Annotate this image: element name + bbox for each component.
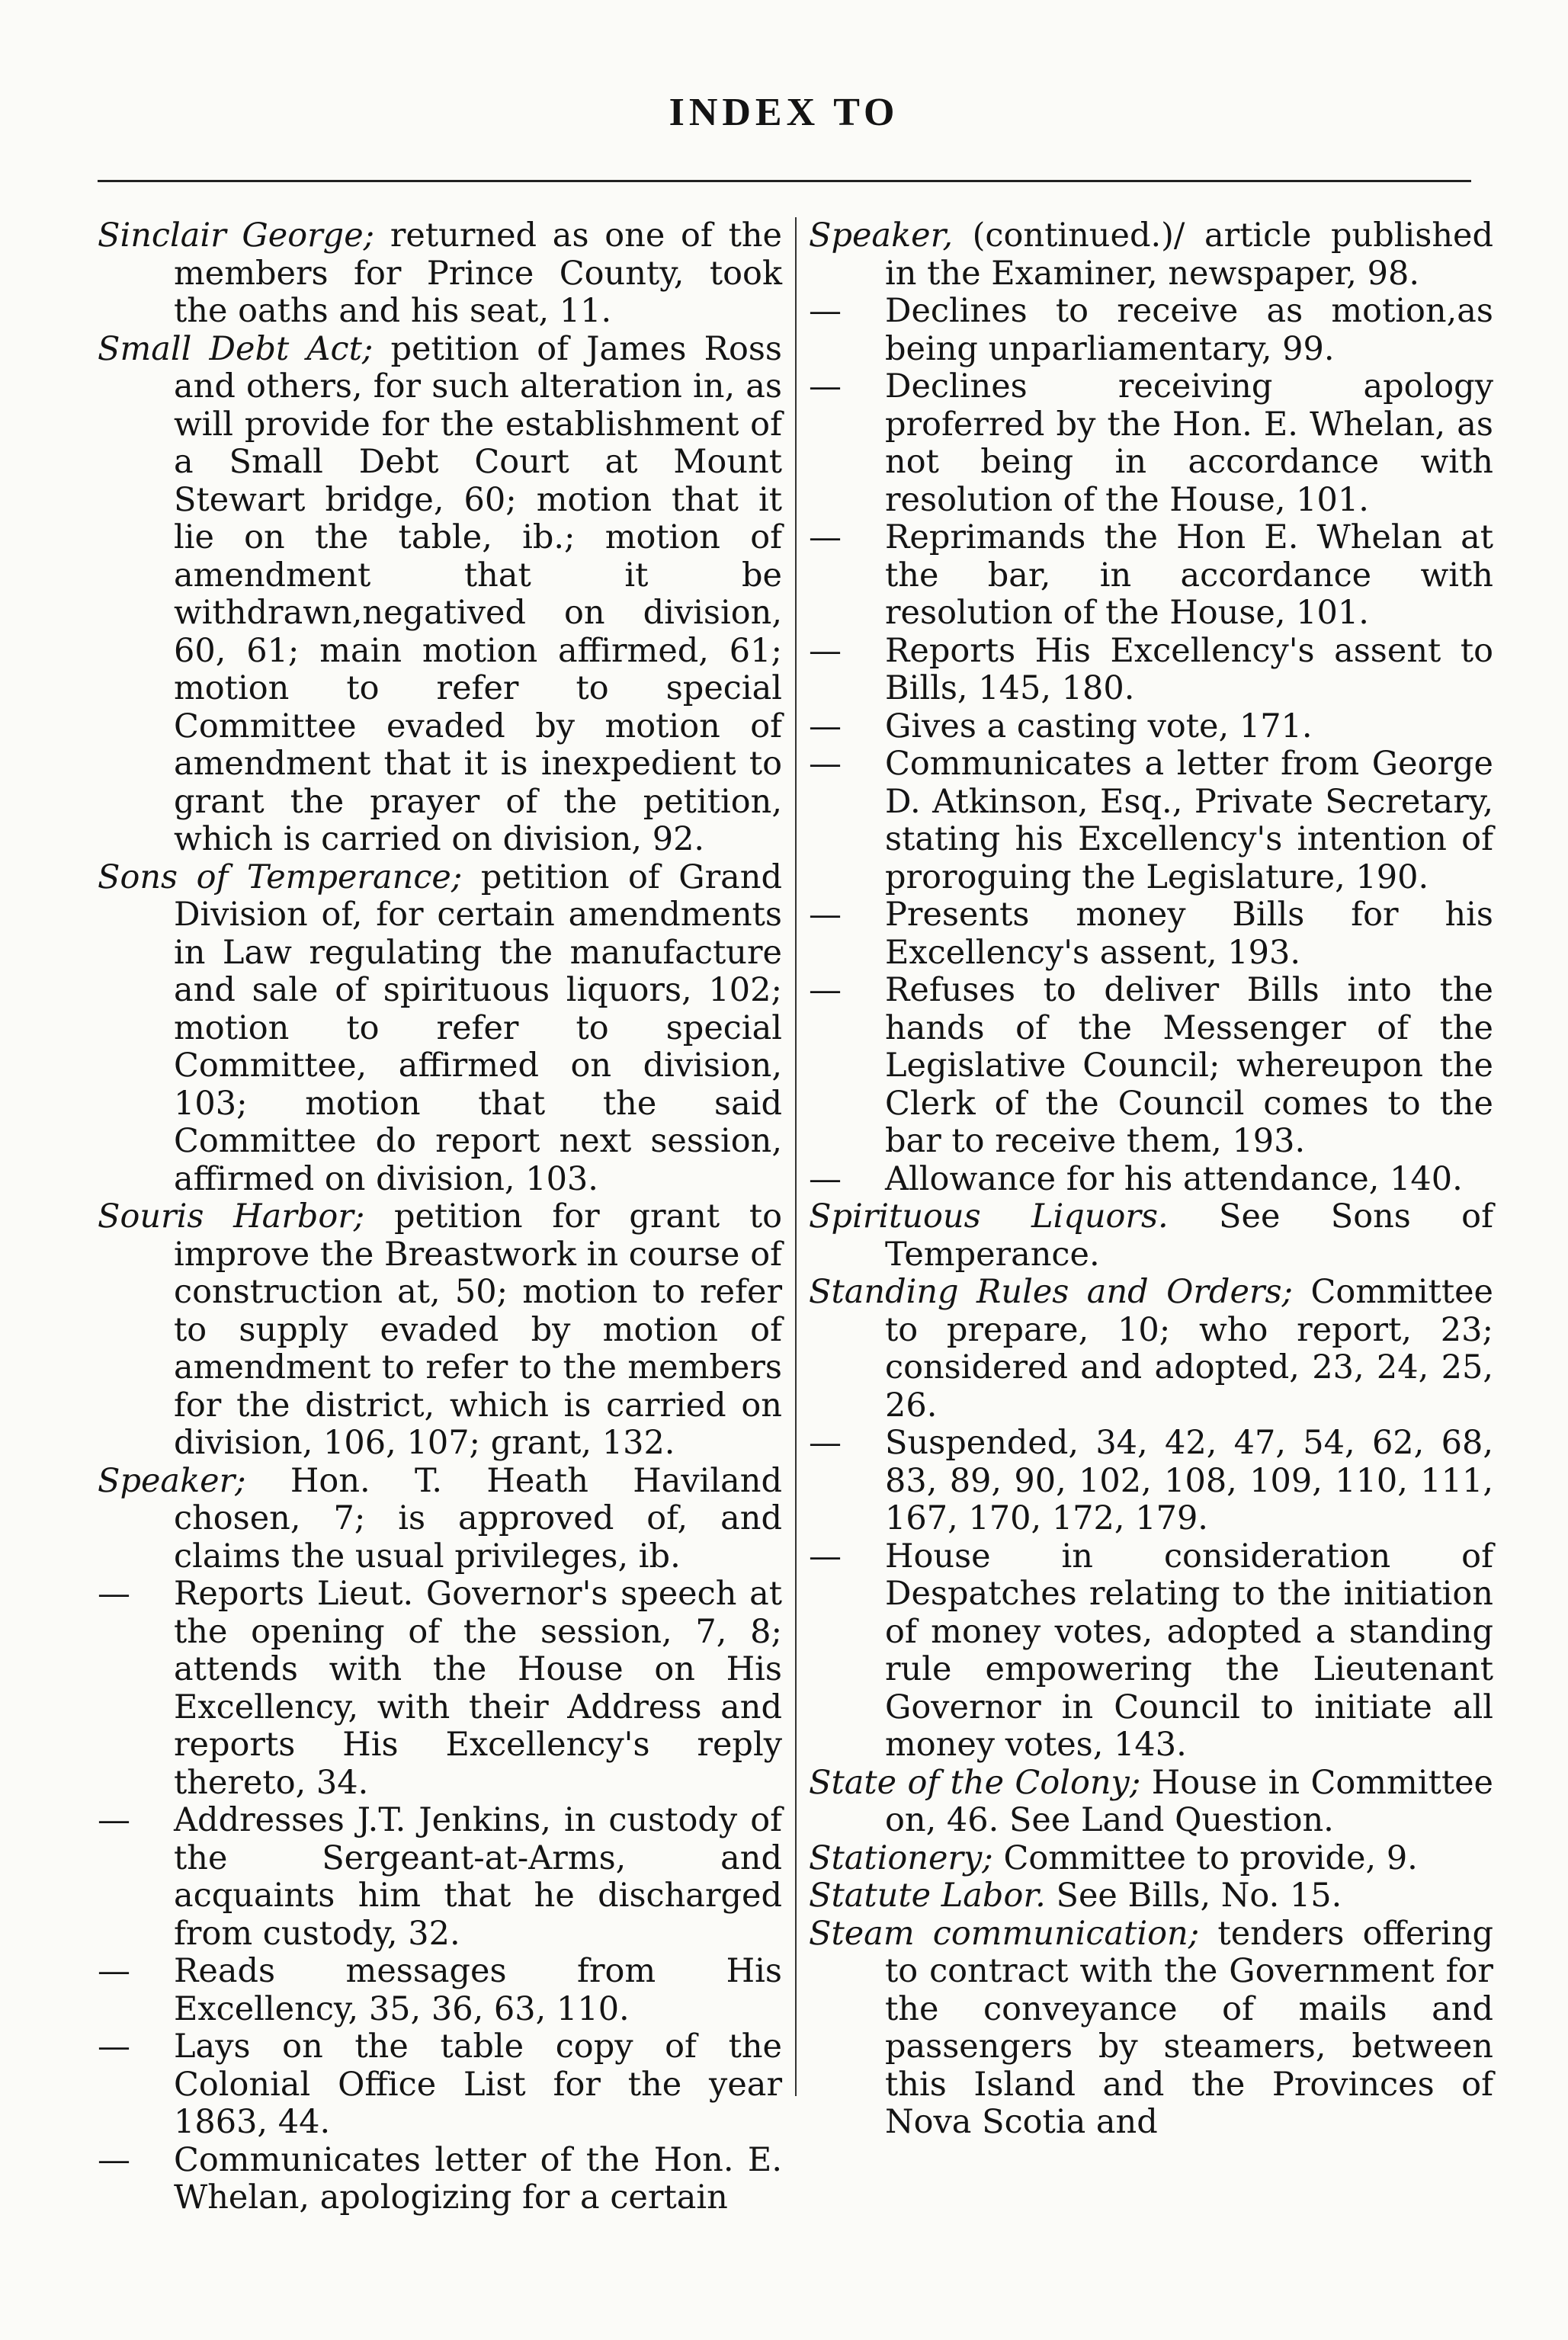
entry-text: tenders offering to contract with the Government for the conveyance of mails and passengers by steamers, between this Island and the Provinces of Nova Scotia and [885, 1914, 1494, 2141]
subentry-text: Addresses J.T. Jenkins, in custody of the Sergeant-at-Arms, and acquaints him that he discharged from custody, 32. [174, 1801, 782, 1953]
index-entry [809, 217, 1493, 293]
entry-text: Committee to provide, 9. [992, 1838, 1418, 1877]
entry-text: petition of Grand Division of, for certain amendments in Law regulating the manufacture and sale of spirituous liquors, 102; motion to refer to special Committee, affirmed on division, 103; motion that the said Committee do report next session, affirmed on division, 103. [174, 857, 782, 1198]
subentry-dash: — [809, 1159, 842, 1198]
subentry-dash: — [809, 896, 842, 934]
entry-heading: State of the Colony; [809, 1763, 1141, 1802]
entry-heading: Spirituous Liquors. [809, 1197, 1169, 1236]
index-subentry [809, 519, 1493, 633]
index-subentry [809, 896, 1493, 972]
index-subentry [809, 368, 1493, 519]
subentry-text: Communicates a letter from George D. Atkinson, Esq., Private Secretary, stating his Excellency's intention of proroguing the Legislature, 190. [885, 745, 1493, 896]
subentry-dash: — [98, 2027, 130, 2066]
subentry-text: Communicates letter of the Hon. E. Whelan, apologizing for a certain [174, 2140, 782, 2217]
subentry-text: Suspended, 34, 42, 47, 54, 62, 68, 83, 89, 90, 102, 108, 109, 110, 111, 167, 170, 172, 179. [885, 1424, 1493, 1537]
index-subentry [98, 2142, 782, 2217]
entry-heading: Sinclair George; [98, 216, 375, 255]
entry-heading: Speaker; [98, 1461, 246, 1500]
entry-text: petition of James Ross and others, for such alteration in, as will provide for the establishment of a Small Debt Court at Mount Stewart bridge, 60; motion that it lie on the table, ib.; motion of amendment that it be withdrawn,negatived on division, 60, 61; main motion affirmed, 61; motion to refer to special Committee evaded by motion of amendment that it is inexpedient to grant the prayer of the petition, which is carried on division, 92. [174, 329, 782, 858]
index-entry [98, 1463, 782, 1576]
entry-heading: Stationery; [809, 1838, 993, 1877]
subentry-dash: — [98, 1801, 130, 1839]
entry-heading: Souris Harbor; [98, 1197, 365, 1236]
entry-text: returned as one of the members for Prince County, took the oaths and his seat, 11. [174, 216, 782, 330]
subentry-dash: — [98, 1952, 130, 1990]
subentry-dash: — [809, 292, 842, 330]
subentry-dash: — [98, 2140, 130, 2179]
index-subentry [809, 1425, 1493, 1538]
entry-text: House in Committee on, 46. See Land Question. [885, 1763, 1494, 1839]
entry-heading: Standing Rules and Orders; [809, 1273, 1293, 1311]
page-header: INDEX TO [669, 91, 899, 134]
right-column [809, 217, 1493, 2142]
entry-text: petition for grant to improve the Breastwork in course of construction at, 50; motion to refer to supply evaded by motion of amendment to refer to the members for the district, which is carried on division, 106, 107; grant, 132. [174, 1197, 782, 1462]
index-subentry [809, 1161, 1493, 1199]
subentry-dash: — [809, 745, 842, 783]
entry-text: Hon. T. Heath Haviland chosen, 7; is approved of, and claims the usual privileges, ib. [174, 1461, 782, 1575]
subentry-text: Reports His Excellency's assent to Bills, 145, 180. [885, 631, 1493, 707]
subentry-dash: — [98, 1575, 130, 1613]
subentry-dash: — [809, 1537, 842, 1575]
entry-text: See Sons of Temperance. [885, 1197, 1493, 1274]
entry-heading: Steam communication; [809, 1914, 1200, 1953]
entry-heading: Speaker, [809, 216, 954, 255]
subentry-text: Declines receiving apology proferred by the Hon. E. Whelan, as not being in accordance with resolution of the House, 101. [885, 367, 1493, 519]
subentry-dash: — [809, 518, 842, 556]
index-subentry [809, 1538, 1493, 1765]
left-column [98, 217, 782, 2217]
index-entry [809, 1915, 1493, 2142]
index-entry [98, 859, 782, 1199]
entry-text: (continued.)/ article published in the Examiner, newspaper, 98. [885, 216, 1493, 293]
subentry-text: Presents money Bills for his Excellency's assent, 193. [885, 896, 1493, 972]
subentry-text: Allowance for his attendance, 140. [885, 1159, 1463, 1198]
subentry-text: Gives a casting vote, 171. [885, 707, 1313, 745]
subentry-dash: — [809, 367, 842, 405]
index-entry [809, 1840, 1493, 1878]
index-entry [809, 1765, 1493, 1840]
entry-heading: Sons of Temperance; [98, 857, 463, 896]
subentry-text: Refuses to deliver Bills into the hands of the Messenger of the Legislative Council; whereupon the Clerk of the Council comes to the bar to receive them, 193. [885, 971, 1493, 1160]
index-subentry [98, 2028, 782, 2142]
index-entry [98, 1198, 782, 1463]
index-entry [809, 1877, 1493, 1915]
index-subentry [98, 1802, 782, 1953]
index-subentry [809, 293, 1493, 368]
index-subentry [809, 633, 1493, 708]
index-subentry [809, 708, 1493, 746]
index-entry [809, 1274, 1493, 1425]
entry-text: Committee to prepare, 10; who report, 23; considered and adopted, 23, 24, 25, 26. [885, 1273, 1493, 1425]
subentry-text: Reads messages from His Excellency, 35, 36, 63, 110. [174, 1952, 782, 2028]
index-entry [98, 217, 782, 331]
subentry-text: House in consideration of Despatches relating to the initiation of money votes, adopted a standing rule empowering the Lieutenant Governor in Council to initiate all money votes, 143. [885, 1537, 1493, 1764]
header-rule [98, 180, 1471, 182]
entry-text: See Bills, No. 15. [1045, 1877, 1342, 1915]
subentry-dash: — [809, 707, 842, 745]
entry-heading: Statute Labor. [809, 1877, 1046, 1915]
entry-heading: Small Debt Act; [98, 329, 374, 368]
index-subentry [98, 1953, 782, 2028]
column-divider [795, 217, 797, 2096]
subentry-text: Lays on the table copy of the Colonial Office List for the year 1863, 44. [174, 2027, 782, 2141]
index-subentry [809, 745, 1493, 896]
subentry-dash: — [809, 1424, 842, 1462]
index-entry [98, 331, 782, 859]
index-entry [809, 1198, 1493, 1274]
subentry-dash: — [809, 631, 842, 670]
subentry-text: Reprimands the Hon E. Whelan at the bar, in accordance with resolution of the House, 101. [885, 518, 1493, 632]
index-subentry [809, 972, 1493, 1161]
subentry-text: Reports Lieut. Governor's speech at the opening of the session, 7, 8; attends with the House on His Excellency, with their Address and reports His Excellency's reply thereto, 34. [174, 1575, 782, 1802]
subentry-text: Declines to receive as motion,as being unparliamentary, 99. [885, 292, 1493, 368]
index-subentry [98, 1575, 782, 1802]
subentry-dash: — [809, 971, 842, 1009]
